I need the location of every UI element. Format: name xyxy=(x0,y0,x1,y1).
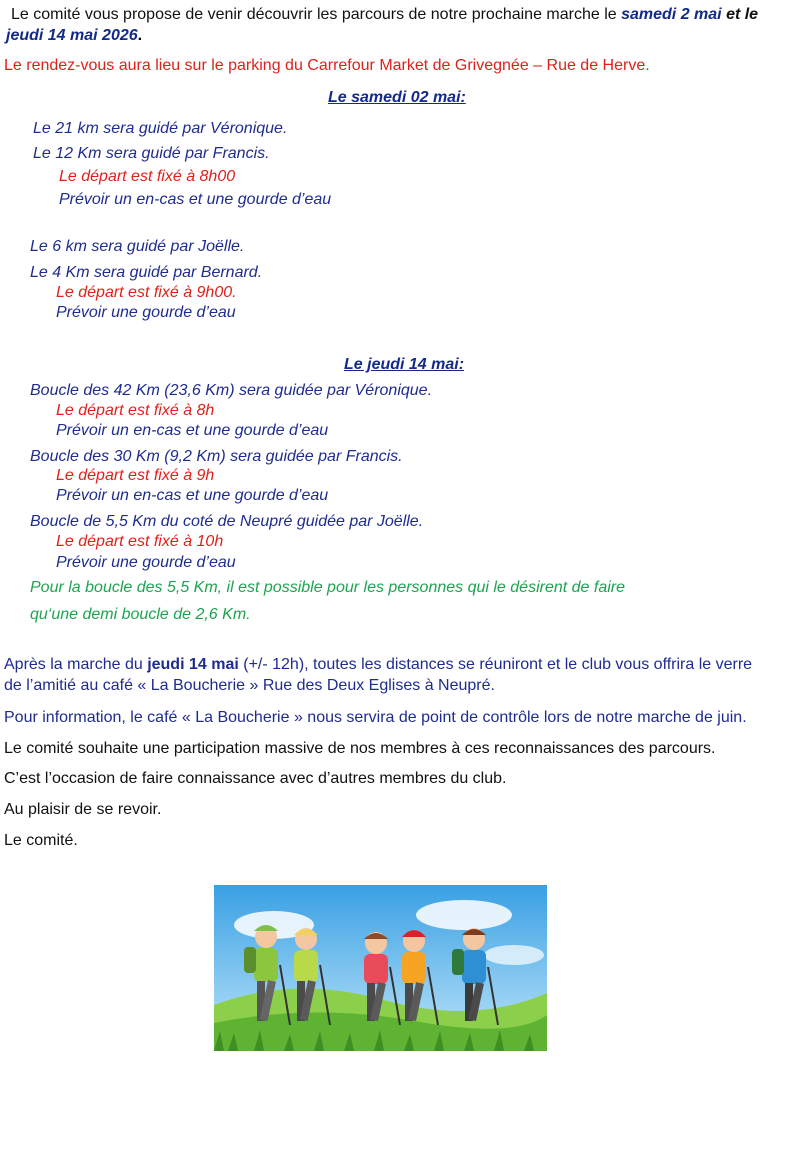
samedi-prevoir-2: Prévoir une gourde d’eau xyxy=(56,304,236,321)
jeudi-depart-42km: Le départ est fixé à 8h xyxy=(56,402,215,419)
jeudi-note-line-2: qu‘une demi boucle de 2,6 Km. xyxy=(30,606,251,623)
hikers-image xyxy=(214,885,547,1051)
hikers-illustration xyxy=(214,885,547,1051)
jeudi-prevoir-5km: Prévoir une gourde d’eau xyxy=(56,554,236,571)
after-occasion: C’est l’occasion de faire connaissance avec d’autres membres du club. xyxy=(4,770,507,787)
samedi-heading: Le samedi 02 mai: xyxy=(328,89,466,106)
after-signature: Le comité. xyxy=(4,832,78,849)
samedi-prevoir-1: Prévoir un en-cas et une gourde d’eau xyxy=(59,191,332,208)
intro-text: Le comité vous propose de venir découvrir les parcours de notre prochaine marche le xyxy=(11,6,617,23)
samedi-guide-4km: Le 4 Km sera guidé par Bernard. xyxy=(30,264,263,281)
jeudi-depart-30km: Le départ est fixé à 9h xyxy=(56,467,215,484)
jeudi-boucle-5km: Boucle de 5,5 Km du coté de Neupré guidée par Joëlle. xyxy=(30,513,424,530)
samedi-guide-12km: Le 12 Km sera guidé par Francis. xyxy=(33,145,270,162)
intro-line-2 xyxy=(6,27,142,45)
jeudi-depart-5km: Le départ est fixé à 10h xyxy=(56,533,224,550)
after-date: jeudi 14 mai xyxy=(147,656,239,673)
rdv-text: Le rendez-vous aura lieu sur le parking du Carrefour Market de Grivegnée – Rue de Herve. xyxy=(4,57,650,74)
intro-line-1 xyxy=(11,6,758,24)
jeudi-note-line-1: Pour la boucle des 5,5 Km, il est possible pour les personnes qui le désirent de faire xyxy=(30,579,626,596)
after-plaisir: Au plaisir de se revoir. xyxy=(4,801,162,818)
samedi-depart-1: Le départ est fixé à 8h00 xyxy=(59,168,236,185)
after-line-1 xyxy=(4,656,752,674)
samedi-guide-6km: Le 6 km sera guidé par Joëlle. xyxy=(30,238,245,255)
after-text-a: Après la marche du xyxy=(4,656,143,673)
samedi-guide-21km: Le 21 km sera guidé par Véronique. xyxy=(33,120,288,137)
intro-period: . xyxy=(137,27,143,44)
after-participation: Le comité souhaite une participation massive de nos membres à ces reconnaissances des parcours. xyxy=(4,740,716,757)
intro-date-samedi: samedi 2 mai xyxy=(621,6,722,23)
intro-et: et le xyxy=(726,6,759,23)
after-line-2: de l’amitié au café « La Boucherie » Rue des Deux Eglises à Neupré. xyxy=(4,677,495,694)
jeudi-boucle-30km: Boucle des 30 Km (9,2 Km) sera guidée par Francis. xyxy=(30,448,403,465)
after-text-c: (+/- 12h), toutes les distances se réuniront et le club vous offrira le verre xyxy=(243,656,753,673)
after-info: Pour information, le café « La Boucherie » nous servira de point de contrôle lors de notre marche de juin. xyxy=(4,709,747,726)
jeudi-heading: Le jeudi 14 mai: xyxy=(344,356,465,373)
jeudi-prevoir-42km: Prévoir un en-cas et une gourde d’eau xyxy=(56,422,329,439)
samedi-depart-2: Le départ est fixé à 9h00. xyxy=(56,284,237,301)
jeudi-prevoir-30km: Prévoir un en-cas et une gourde d’eau xyxy=(56,487,329,504)
intro-date-jeudi: jeudi 14 mai 2026 xyxy=(6,27,138,44)
jeudi-boucle-42km: Boucle des 42 Km (23,6 Km) sera guidée par Véronique. xyxy=(30,382,433,399)
